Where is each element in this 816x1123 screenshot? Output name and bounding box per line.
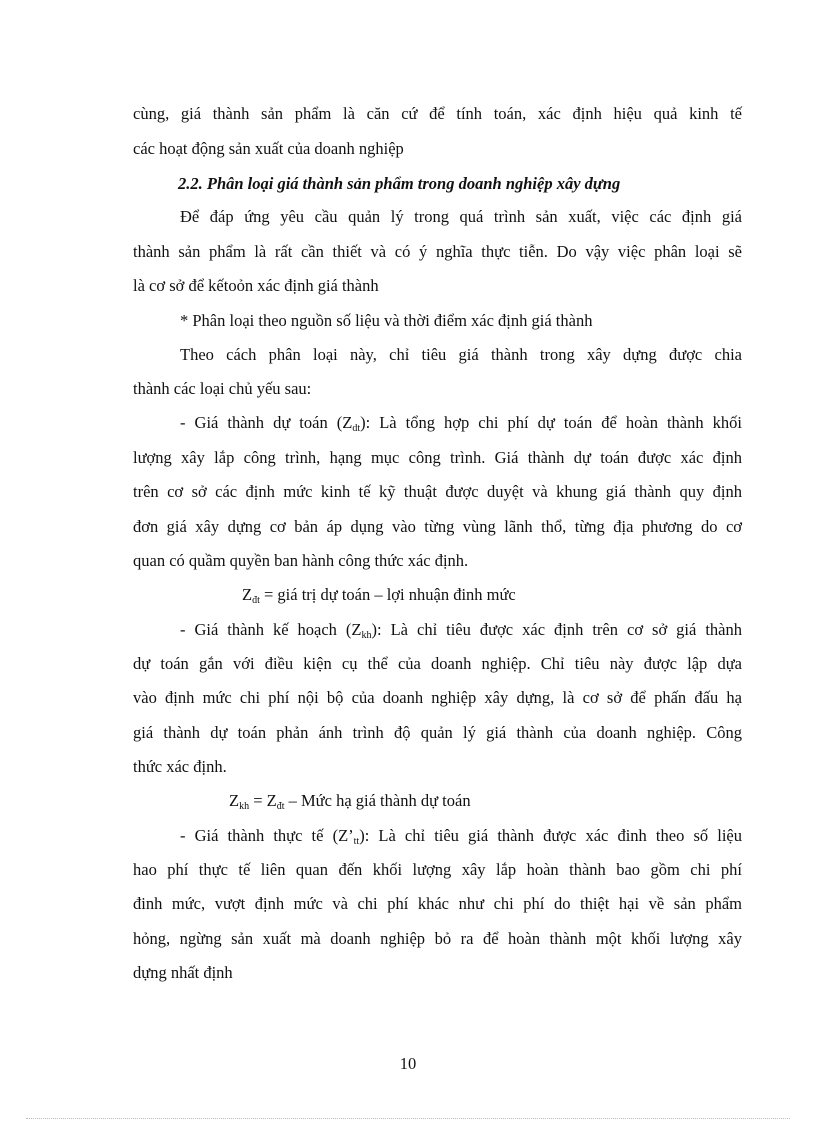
text-segment: ): Là chỉ tiêu được xác định trên cơ sở giá thành (371, 620, 742, 639)
text-segment: = giá trị dự toán – lợi nhuận đinh mức (259, 585, 516, 604)
text-segment: – Mức hạ giá thành dự toán (284, 791, 471, 810)
page-bottom-divider (26, 1118, 790, 1119)
text-segment: - Giá thành dự toán (Z (180, 413, 353, 432)
subscript: kh (239, 801, 250, 812)
text-segment: ): Là tổng hợp chi phí dự toán để hoàn thành khối (360, 413, 742, 432)
subscript: kh (361, 630, 372, 641)
document-page: cùng, giá thành sản phẩm là căn cứ để tính toán, xác định hiệu quả kinh tế các hoạt động sản xuất của doanh nghiệp 2.2. Phân loại giá thành sản phẩm trong doanh nghiệp xây dựng Để đáp ứng yêu cầu quản lý trong quá trình sản xuất, việc các định giá thành sản phẩm là rất cần thiết và có ý nghĩa thực tiễn. Do vậy việc phân loại sẽ là cơ sở để kếtoỏn xác định giá thành * Phân loại theo nguồn số liệu và thời điểm xác định giá thành Theo cách phân loại này, chỉ tiêu giá thành trong xây dựng được chia thành các loại chủ yếu sau: - Giá thành dự toán $(Z_{dt})$: Là tổng hợp chi phí dự toán để hoàn thành khối lượng xây lắp công trình, hạng mục công trình. Giá thành dự toán được xác định trên cơ sở các định mức kinh tế kỹ thuật được duyệt và khung giá thành quy định đơn giá xây dựng cơ bản áp dụng vào từng vùng lãnh thổ, từng địa phương do cơ quan có quầm quyền ban hành công thức xác định. $Z_{đt}$ = giá trị dự toán – lợi nhuận đinh mức - Giá thành kế hoạch $(Z_{kh})$: Là chỉ tiêu được xác định trên cơ sở giá thành dự toán gắn với điều kiện cụ thể của doanh nghiệp. Chỉ tiêu này được lập dựa vào định mức chi phí nội bộ của doanh nghiệp xây dựng, là cơ sở để phấn đấu hạ giá thành dự toán phản ánh trình độ quản lý giá thành của doanh nghiệp. Công thức xác định. $Z_{kh} = Z_{đt}$ – Mức hạ giá thành dự toán - Giá thành thực tế $(Z’_{tt})$: Là chỉ tiêu giá thành được xác đinh theo số liệu hao phí thực tế liên quan đến khối lượng xây lắp hoàn thành bao gồm chi phí đinh mức, vượt định mức và chi phí khác như chi phí do thiệt hại về sản phẩm hỏng, ngừng sản xuất mà doanh nghiệp bỏ ra để hoàn thành một khối lượng xây dựng nhất định 10 (0, 0, 816, 1123)
subscript: dt (352, 423, 361, 434)
text-segment: = Z (249, 791, 277, 810)
text-segment: Z (242, 585, 253, 604)
text-segment: - Giá thành kế hoạch (Z (180, 620, 362, 639)
subscript: đt (276, 801, 285, 812)
text-segment: ): Là chỉ tiêu giá thành được xác đinh theo số liệu (359, 826, 742, 845)
text-segment: Z (229, 791, 240, 810)
text-segment: - Giá thành thực tế (Z’ (180, 826, 354, 845)
page-number: 10 (399, 1054, 417, 1073)
subscript: đt (252, 595, 260, 606)
subscript: tt (353, 836, 360, 847)
